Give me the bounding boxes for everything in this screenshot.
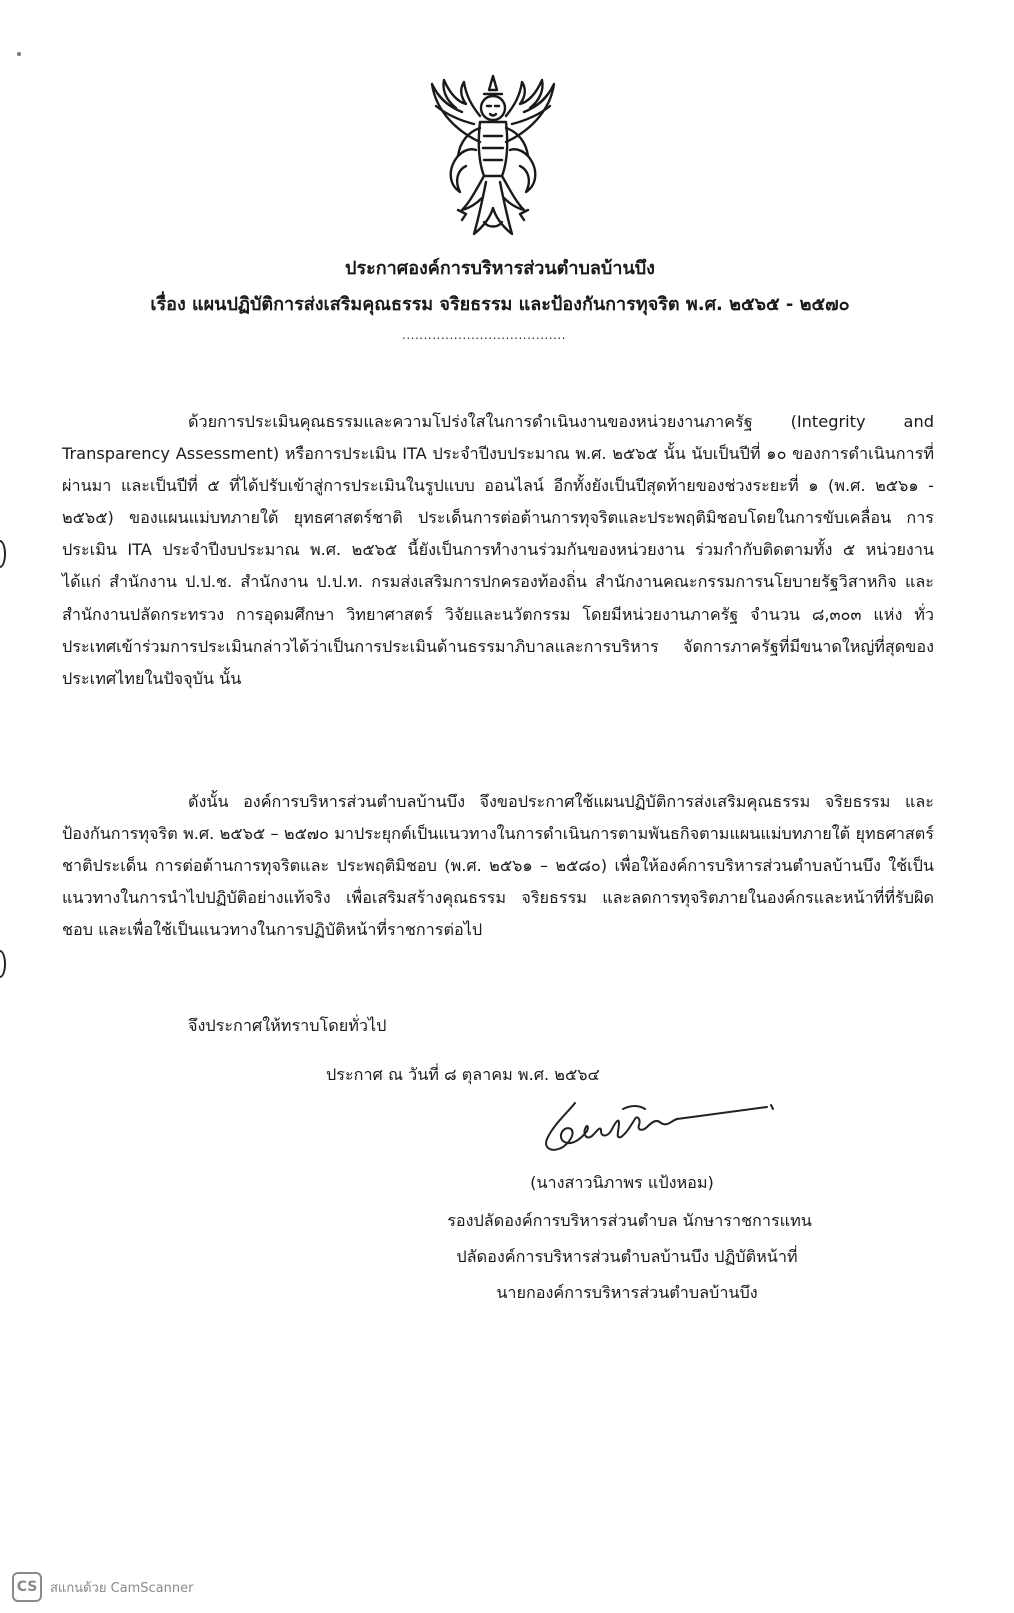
signatory-name: (นางสาวนิภาพร แป้งหอม) bbox=[530, 1173, 714, 1192]
announcement-title: ประกาศองค์การบริหารส่วนตำบลบ้านบึง bbox=[345, 258, 655, 279]
announcement-subject: เรื่อง แผนปฏิบัติการส่งเสริมคุณธรรม จริยธรรม และป้องกันการทุจริต พ.ศ. ๒๕๖๕ - ๒๕๗๐ bbox=[150, 294, 850, 315]
scan-speck bbox=[17, 52, 21, 56]
camscanner-logo-icon: CS bbox=[12, 1572, 42, 1602]
binder-hole-mark bbox=[0, 540, 6, 568]
body-paragraph-2: ดังนั้น องค์การบริหารส่วนตำบลบ้านบึง จึงขอประกาศใช้แผนปฏิบัติการส่งเสริมคุณธรรม จริยธรรม และป้องกันการทุจริต พ.ศ. ๒๕๖๕ – ๒๕๗๐ มาประยุกต์เป็นแนวทางในการดำเนินการตามพันธกิจตามแผนแม่บทภายใต้ ยุทธศาสตร์ชาติประเด็น การต่อต้านการทุจริตและ ประพฤติมิชอบ (พ.ศ. ๒๕๖๑ – ๒๕๘๐) เพื่อให้องค์การบริหารส่วนตำบลบ้านบึง ใช้เป็นแนวทางในการนำไปปฏิบัติอย่างแท้จริง เพื่อเสริมสร้างคุณธรรม จริยธรรม และลดการทุจริตภายในองค์กรและหน้าที่ที่รับผิดชอบ และเพื่อใช้เป็นแนวทางในการปฏิบัติหน้าที่ราชการต่อไป bbox=[62, 792, 934, 940]
binder-hole-mark bbox=[0, 950, 6, 978]
signatory-position-3: นายกองค์การบริหารส่วนตำบลบ้านบึง bbox=[496, 1283, 758, 1302]
announcement-date: ประกาศ ณ วันที่ ๘ ตุลาคม พ.ศ. ๒๕๖๔ bbox=[326, 1065, 600, 1084]
announce-line: จึงประกาศให้ทราบโดยทั่วไป bbox=[188, 1016, 387, 1035]
scanner-watermark-text: สแกนด้วย CamScanner bbox=[50, 1580, 194, 1596]
scanner-watermark bbox=[12, 1572, 193, 1602]
garuda-emblem bbox=[418, 72, 568, 244]
signatory-position-1: รองปลัดองค์การบริหารส่วนตำบล นักษาราชการแทน bbox=[447, 1211, 812, 1230]
title-separator: ...................................... bbox=[402, 328, 566, 342]
body-paragraph-1: ด้วยการประเมินคุณธรรมและความโปร่งใสในการดำเนินงานของหน่วยงานภาครัฐ (Integrity and Transparency Assessment) หรือการประเมิน ITA ประจำปีงบประมาณ พ.ศ. ๒๕๖๕ นั้น นับเป็นปีที่ ๑๐ ของการดำเนินการที่ผ่านมา และเป็นปีที่ ๕ ที่ได้ปรับเข้าสู่การประเมินในรูปแบบ ออนไลน์ อีกทั้งยังเป็นปีสุดท้ายของช่วงระยะที่ ๑ (พ.ศ. ๒๕๖๑ - ๒๕๖๕) ของแผนแม่บทภายใต้ ยุทธศาสตร์ชาติ ประเด็นการต่อต้านการทุจริตและประพฤติมิชอบโดยในการขับเคลื่อน การประเมิน ITA ประจำปีงบประมาณ พ.ศ. ๒๕๖๕ นี้ยังเป็นการทำงานร่วมกันของหน่วยงาน ร่วมกำกับติดตามทั้ง ๕ หน่วยงาน ได้แก่ สำนักงาน ป.ป.ช. สำนักงาน ป.ป.ท. กรมส่งเสริมการปกครองท้องถิ่น สำนักงานคณะกรรมการนโยบายรัฐวิสาหกิจ และสำนักงานปลัดกระทรวง การอุดมศึกษา วิทยาศาสตร์ วิจัยและนวัตกรรม โดยมีหน่วยงานภาครัฐ จำนวน ๘,๓๐๓ แห่ง ทั่วประเทศเข้าร่วมการประเมินกล่าวได้ว่าเป็นการประเมินด้านธรรมาภิบาลและการบริหาร จัดการภาครัฐที่มีขนาดใหญ่ที่สุดของประเทศไทยในปัจจุบัน นั้น bbox=[62, 412, 934, 688]
handwritten-signature bbox=[535, 1095, 785, 1157]
signatory-position-2: ปลัดองค์การบริหารส่วนตำบลบ้านบึง ปฏิบัติหน้าที่ bbox=[456, 1247, 798, 1266]
